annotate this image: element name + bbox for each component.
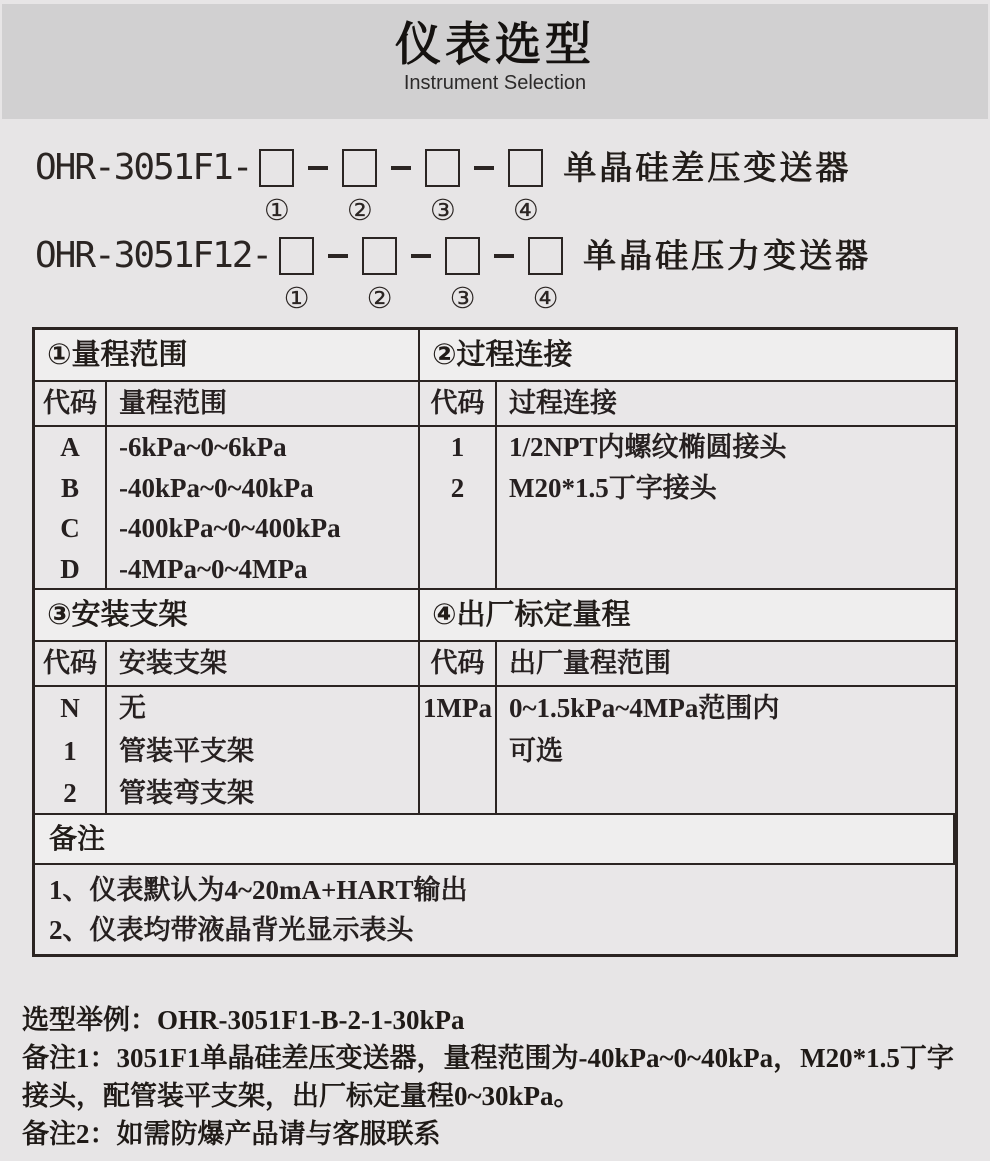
- table-cell: 管装弯支架: [119, 778, 254, 808]
- dash-separator: [391, 149, 411, 187]
- remarks-body: [35, 865, 955, 954]
- option-slot-1: [279, 237, 314, 315]
- circled-number-3: ③: [449, 281, 476, 315]
- table-cell: 可选: [509, 735, 563, 766]
- dash-separator: [474, 149, 494, 187]
- bracket-code-cell: [35, 687, 107, 815]
- circled-number-2: ②: [346, 193, 373, 227]
- remark-line: 1、仪表默认为4~20mA+HART输出: [49, 875, 468, 905]
- option-box: [279, 237, 314, 275]
- header-banner: [2, 4, 988, 119]
- model-description: 单晶硅压力变送器: [583, 237, 872, 274]
- footer-notes: [0, 1001, 990, 1153]
- col-header-bracket: 安装支架: [107, 642, 420, 687]
- option-slot-4: [508, 149, 543, 227]
- option-slot-2: [342, 149, 377, 227]
- bracket-value-cell: [107, 687, 420, 815]
- model-line-pressure: [35, 235, 990, 315]
- option-slot-3: [425, 149, 460, 227]
- circled-number-1: ①: [283, 281, 310, 315]
- circled-number-4: ④: [512, 193, 539, 227]
- col-header-code: 代码: [35, 642, 107, 687]
- table-cell: -6kPa~0~6kPa: [119, 432, 287, 462]
- option-slot-3: [445, 237, 480, 315]
- section-header-bracket: ③安装支架: [35, 590, 420, 642]
- calibrated-value-cell: [497, 687, 955, 815]
- table-cell: -400kPa~0~400kPa: [119, 513, 341, 543]
- option-box: [528, 237, 563, 275]
- col-header-process-connection: 过程连接: [497, 382, 955, 427]
- table-cell: 1/2NPT内螺纹椭圆接头: [509, 432, 787, 462]
- table-cell: 1: [450, 432, 465, 462]
- option-box: [508, 149, 543, 187]
- table-cell: -4MPa~0~4MPa: [119, 553, 308, 584]
- table-cell: 1MPa: [423, 693, 492, 723]
- option-slot-2: [362, 237, 397, 315]
- table-cell: A: [60, 432, 80, 462]
- circled-number-1: ①: [263, 193, 290, 227]
- dash-separator: [494, 237, 514, 275]
- remark-line: 2、仪表均带液晶背光显示表头: [49, 915, 414, 945]
- model-prefix: OHR-3051F12-: [35, 235, 272, 276]
- model-description: 单晶硅差压变送器: [563, 149, 852, 186]
- calibrated-code-cell: [420, 687, 497, 815]
- option-box: [342, 149, 377, 187]
- col-header-factory-range: 出厂量程范围: [497, 642, 955, 687]
- table-cell: C: [60, 513, 80, 543]
- table-cell: 2: [450, 472, 465, 503]
- table-cell: 0~1.5kPa~4MPa范围内: [509, 693, 780, 723]
- footnote-1-line-1: 备注1：3051F1单晶硅差压变送器，量程范围为-40kPa~0~40kPa，M20*1.5丁字: [22, 1043, 954, 1073]
- table-cell: M20*1.5丁字接头: [509, 472, 717, 503]
- col-header-code: 代码: [420, 382, 497, 427]
- selection-example: 选型举例：OHR-3051F1-B-2-1-30kPa: [22, 1005, 465, 1035]
- table-cell: D: [60, 553, 80, 584]
- page-subtitle: Instrument Selection: [403, 72, 587, 94]
- table-cell: 2: [63, 778, 77, 808]
- table-cell: 管装平支架: [119, 735, 254, 766]
- model-prefix: OHR-3051F1-: [35, 147, 252, 188]
- table-cell: N: [60, 693, 80, 723]
- circled-number-4: ④: [532, 281, 559, 315]
- connection-value-cell: [497, 427, 955, 590]
- section-header-range: ①量程范围: [35, 330, 420, 382]
- range-value-cell: [107, 427, 420, 590]
- col-header-range: 量程范围: [107, 382, 420, 427]
- dash-separator: [308, 149, 328, 187]
- circled-number-2: ②: [366, 281, 393, 315]
- model-number-section: [0, 119, 990, 315]
- model-line-differential: [35, 147, 990, 227]
- table-cell: -40kPa~0~40kPa: [119, 472, 314, 503]
- remarks-header: 备注: [35, 815, 955, 865]
- option-box: [425, 149, 460, 187]
- col-header-code: 代码: [35, 382, 107, 427]
- option-box: [445, 237, 480, 275]
- table-cell: B: [60, 472, 79, 503]
- section-header-process-connection: ②过程连接: [420, 330, 955, 382]
- option-box: [362, 237, 397, 275]
- circled-number-3: ③: [429, 193, 456, 227]
- table-cell: 1: [63, 735, 77, 766]
- dash-separator: [328, 237, 348, 275]
- range-code-cell: [35, 427, 107, 590]
- page-title: 仪表选型: [395, 18, 595, 70]
- table-cell: 无: [119, 693, 146, 723]
- option-box: [259, 149, 294, 187]
- option-slot-1: [259, 149, 294, 227]
- option-slot-4: [528, 237, 563, 315]
- connection-code-cell: [420, 427, 497, 590]
- dash-separator: [411, 237, 431, 275]
- col-header-code: 代码: [420, 642, 497, 687]
- footnote-2: 备注2：如需防爆产品请与客服联系: [22, 1119, 441, 1149]
- selection-table: [32, 327, 958, 957]
- footnote-1-line-2: 接头，配管装平支架，出厂标定量程0~30kPa。: [22, 1081, 581, 1111]
- section-header-calibrated-range: ④出厂标定量程: [420, 590, 955, 642]
